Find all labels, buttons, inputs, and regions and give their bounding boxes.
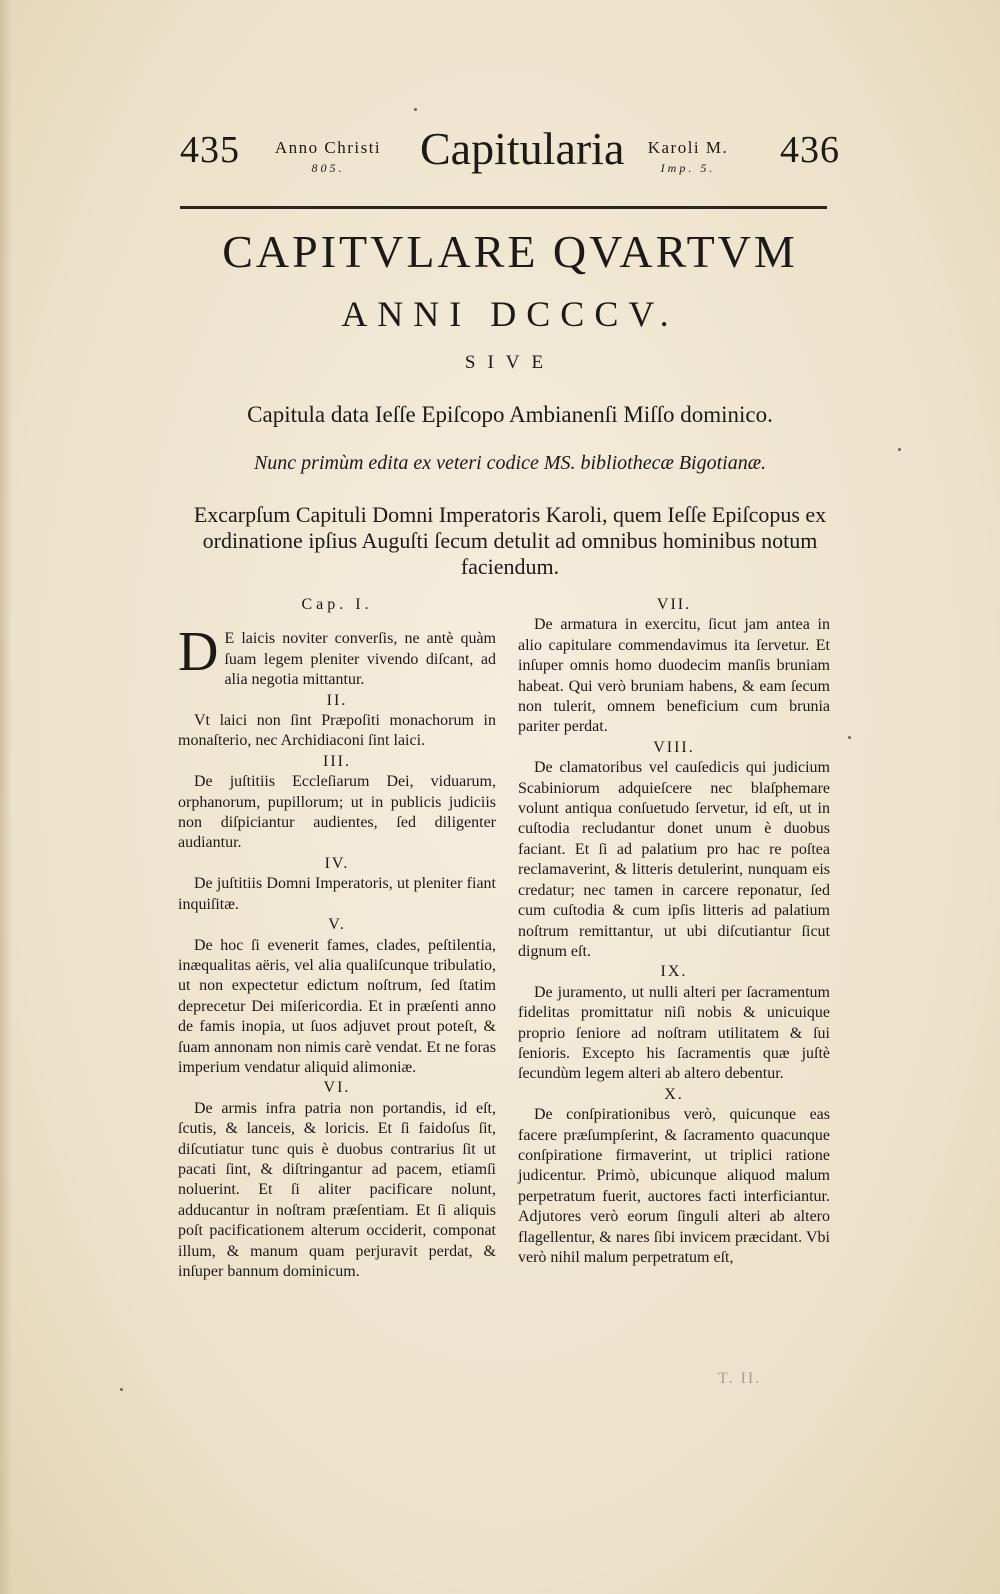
dedication-line: Capitula data Ieſſe Epiſcopo Ambianenſi Miſſo dominico. (247, 402, 773, 427)
page-number-right: 436 (780, 129, 840, 171)
chapter-text: De juſtitiis Eccleſiarum Dei, viduarum, orphanorum, pupillorum; ut in publicis judiciis non diſpiciantur audientes, ſed diligenter audiantur. (178, 773, 496, 852)
paper-speck (848, 736, 851, 739)
running-head-right-year: Imp. 5. (660, 161, 716, 175)
chapter-heading: VI. (323, 1079, 351, 1097)
chapter-heading: III. (323, 752, 351, 770)
chapter-heading: Cap. I. (301, 596, 373, 613)
chapter-heading: IV. (324, 854, 350, 872)
chapter-text: De conſpirationibus verò, quicunque eas facere præſumpſerint, & ſacramento quacunque conſpiratione firmaverint, ut triplici ratione judicentur. Primò, ubicunque aliquod malum perpetratum fuerit, auctores facti interficiantur. Adjutores verò eorum ſinguli alteri ab altero flagellentur, & nares ſibi invicem præcidant. Vbi verò nihil malum perpetratum eſt, (518, 1106, 830, 1266)
chapter-heading: VIII. (653, 738, 695, 756)
chapter-text: De juſtitiis Domni Imperatoris, ut pleniter fiant inquiſitæ. (178, 875, 496, 913)
chapter-text (178, 621, 496, 690)
drop-capital: D (178, 621, 219, 684)
right-column (518, 595, 830, 1268)
chapter-text: De juramento, ut nulli alteri per ſacramentum fidelitas promittatur niſi nobis & unicuique proprio ſeniore ad noſtram utilitatem & ſui ſenioris. Excepto his ſacramentis quæ juſtè ſecundùm legem alteri ab altero debentur. (518, 983, 830, 1083)
chapter-text: De hoc ſi evenerit fames, clades, peſtilentia, inæqualitas aëris, vel alia qualiſcunque tribulatio, ut non expectetur edictum noſtrum, ſed ſtatim deprecetur Dei miſericordia. Et in præſenti anno de famis inopia, ut ſuos adjuvet prout poteſt, & ſuam annonam non nimis carè vendat. Et ne foras imperium vendatur aliquid alimoniæ. (178, 936, 496, 1076)
chapter-heading: V. (328, 916, 346, 934)
running-head-title: Capitularia (420, 123, 625, 174)
chapter-1-body: E laicis noviter converſis, ne antè quàm ſuam legem pleniter vivendo diſcant, ad alia negotia mittantur. (224, 630, 496, 689)
chapter-text: De armis infra patria non portandis, id eſt, ſcutis, & lanceis, & loricis. Et ſi faidoſus ſit, diſcutiatur tunc quis è duobus contrarius ſit ut pacati ſint, & diſtringantur ad pacem, etiamſi noluerint. Et ſi aliter pacificare nolunt, adducantur in noſtram præſentiam. Et ſi aliquis poſt pacificationem alterum occiderit, componat illum, & manum quam perjuravit perdat, & inſuper bannum dominicum. (178, 1099, 496, 1280)
chapter-heading: X. (664, 1085, 684, 1103)
running-head-right (628, 138, 748, 178)
running-head-left (258, 138, 398, 178)
chapter-heading: VII. (656, 596, 692, 613)
paper-speck (120, 1388, 123, 1391)
page-number-left: 435 (180, 129, 240, 171)
left-column (178, 595, 496, 1282)
chapter-heading: IX. (660, 963, 688, 981)
running-head-right-label: Karoli M. (647, 138, 729, 157)
chapter-text: Vt laici non ſint Præpoſiti monachorum in monaſterio, nec Archidiaconi ſint laici. (178, 712, 496, 750)
chapter-text: De clamatoribus vel cauſedicis qui judicium Scabiniorum adquieſcere nec blaſphemare volunt antiqua conſuetudo ſervetur, id eſt, ut in cuſtodia recludantur donet unum è duobus faciant. Et ſi ad palatium pro hac re poſtea reclamaverint, & litteris detulerint, nunquam eis credatur; nec tamen in carcere reponatur, ſed cum cuſtodia & cum ipſis litteris ad palatium noſtrum remittantur, ut ubi diſcutiantur ſicut dignum eſt. (518, 759, 830, 960)
header-rule (180, 206, 827, 209)
paper-speck (414, 108, 417, 111)
catchword: T. II. (718, 1370, 762, 1387)
source-note: Nunc primùm edita ex veteri codice MS. bibliothecæ Bigotianæ. (253, 452, 767, 474)
page-edge-shadow (0, 0, 12, 1594)
running-head-left-year: 805. (311, 161, 345, 175)
intro-paragraph: Excarpſum Capituli Domni Imperatoris Karoli, quem Ieſſe Epiſcopus ex ordinatione ipſius Auguſti ſecum detulit ad omnibus hominibus notum faciendum. (193, 502, 827, 579)
chapter-heading: II. (326, 691, 348, 709)
running-head-left-label: Anno Christi (274, 138, 382, 157)
year-title: ANNI DCCCV. (341, 294, 679, 334)
chapter-text: De armatura in exercitu, ſicut jam antea in alio capitulare commendavimus ita ſervetur. Et inſuper omnis homo duodecim manſis bruniam habeat. Qui verò bruniam habens, & eam ſecum non tulerit, omnem beneficium cum brunia pariter perdat. (518, 616, 830, 736)
paper-speck (898, 448, 901, 451)
main-title: CAPITVLARE QVARTVM (222, 226, 798, 277)
sive-line: SIVE (464, 352, 556, 373)
